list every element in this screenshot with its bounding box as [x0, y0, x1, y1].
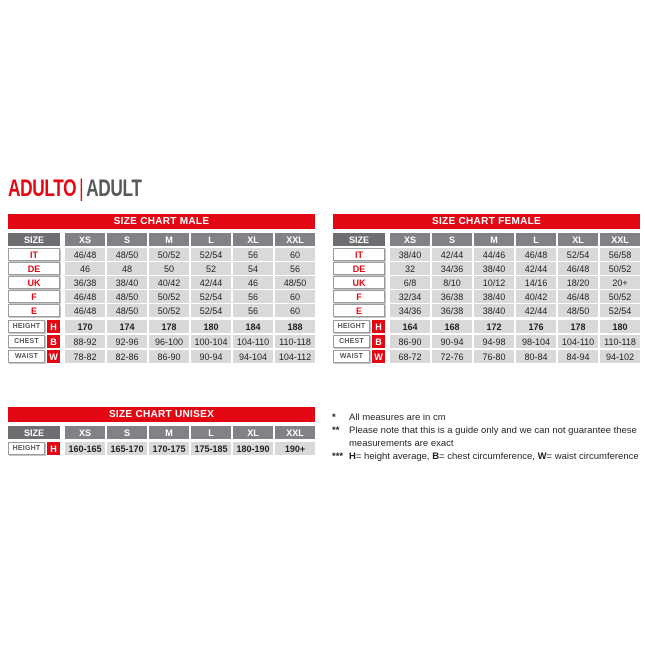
measurement-block	[8, 320, 315, 363]
measurement-value-cell: 90-94	[191, 350, 231, 363]
measurement-value-cell: 178	[558, 320, 598, 333]
measurement-value-cell: 92-96	[107, 335, 147, 348]
measure-label-area	[333, 335, 385, 348]
column-header-cell: M	[149, 426, 189, 439]
size-value-cell: 50/52	[149, 290, 189, 303]
column-header-cell: XS	[65, 233, 105, 246]
measurement-value-cell: 76-80	[474, 350, 514, 363]
size-value-cell: 32/34	[390, 290, 430, 303]
footnote-item	[332, 450, 644, 463]
row-label: F	[333, 290, 385, 303]
measurement-value-cell: 170-175	[149, 442, 189, 455]
size-row	[333, 290, 640, 303]
size-value-cell: 60	[275, 248, 315, 261]
measurement-value-cell: 176	[516, 320, 556, 333]
size-chart-unisex	[8, 407, 315, 457]
size-row	[8, 276, 315, 289]
size-value-cell: 52/54	[191, 304, 231, 317]
size-value-cell: 38/40	[474, 290, 514, 303]
measurement-value-cell: 94-102	[600, 350, 640, 363]
size-value-cell: 52/54	[191, 290, 231, 303]
measurement-value-cell: 180	[191, 320, 231, 333]
measurement-value-cell: 98-104	[516, 335, 556, 348]
measurement-value-cell: 175-185	[191, 442, 231, 455]
footnote-text	[349, 424, 644, 450]
size-value-cell: 34/36	[390, 304, 430, 317]
chart-title-banner: SIZE CHART UNISEX	[8, 407, 315, 422]
size-row	[8, 248, 315, 261]
measure-label-area	[8, 442, 60, 455]
size-value-cell: 46/48	[516, 248, 556, 261]
size-value-cell: 6/8	[390, 276, 430, 289]
row-label-area	[333, 262, 385, 275]
size-value-cell: 60	[275, 304, 315, 317]
measure-label-area	[333, 350, 385, 363]
chart-title-banner: SIZE CHART FEMALE	[333, 214, 640, 229]
row-label-area	[8, 262, 60, 275]
measurement-value-cell: 188	[275, 320, 315, 333]
footnote-text-segment: B	[432, 451, 440, 463]
column-header-cell: XS	[390, 233, 430, 246]
row-label: E	[8, 304, 60, 317]
chart-header-row	[333, 233, 640, 246]
size-row	[8, 304, 315, 317]
measurement-value-cell: 86-90	[149, 350, 189, 363]
size-row	[333, 304, 640, 317]
measurement-value-cell: 88-92	[65, 335, 105, 348]
size-value-cell: 54	[233, 262, 273, 275]
footnote-text-segment: = height average,	[355, 451, 433, 463]
measure-label-area	[8, 350, 60, 363]
measure-label-area	[333, 320, 385, 333]
footnote-text-segment: = waist circumference	[546, 451, 639, 463]
measurement-value-cell: 190+	[275, 442, 315, 455]
row-label-area	[8, 248, 60, 261]
row-label: DE	[8, 262, 60, 275]
measurement-value-cell: 94-98	[474, 335, 514, 348]
measurement-letter-badge: W	[47, 350, 60, 363]
size-value-cell: 36/38	[432, 304, 472, 317]
column-header-cell: S	[107, 426, 147, 439]
footnote-text	[349, 450, 644, 463]
footnote-item	[332, 411, 644, 424]
size-value-cell: 40/42	[149, 276, 189, 289]
row-label: F	[8, 290, 60, 303]
size-value-cell: 36/38	[65, 276, 105, 289]
measurement-letter-badge: H	[47, 320, 60, 333]
row-label: E	[333, 304, 385, 317]
measurement-letter-badge: W	[372, 350, 385, 363]
column-header-cell: XS	[65, 426, 105, 439]
measurement-value-cell: 80-84	[516, 350, 556, 363]
footnote-text	[349, 411, 644, 424]
measurement-row	[8, 320, 315, 333]
measurement-value-cell: 180	[600, 320, 640, 333]
column-header-cell: S	[432, 233, 472, 246]
measure-label-area	[8, 335, 60, 348]
size-value-cell: 46/48	[65, 248, 105, 261]
size-row	[8, 262, 315, 275]
measurement-label: HEIGHT	[8, 320, 45, 333]
size-label-area	[333, 233, 385, 246]
size-label-area	[8, 233, 60, 246]
measurement-value-cell: 72-76	[432, 350, 472, 363]
row-label-area	[333, 290, 385, 303]
size-value-cell: 56/58	[600, 248, 640, 261]
measurement-letter-badge: H	[47, 442, 60, 455]
size-value-cell: 60	[275, 290, 315, 303]
size-value-cell: 46	[65, 262, 105, 275]
column-header-cell: XXL	[275, 233, 315, 246]
measurement-value-cell: 86-90	[390, 335, 430, 348]
size-row	[333, 262, 640, 275]
size-value-cell: 42/44	[432, 248, 472, 261]
size-value-cell: 38/40	[107, 276, 147, 289]
column-header-cell: XXL	[600, 233, 640, 246]
size-value-cell: 46/48	[65, 304, 105, 317]
measurement-label: CHEST	[333, 335, 370, 348]
size-value-cell: 44/46	[474, 248, 514, 261]
size-value-cell: 20+	[600, 276, 640, 289]
measurement-value-cell: 104-110	[558, 335, 598, 348]
measurement-value-cell: 160-165	[65, 442, 105, 455]
size-value-cell: 42/44	[516, 262, 556, 275]
measurement-value-cell: 104-110	[233, 335, 273, 348]
column-header-cell: M	[149, 233, 189, 246]
measurement-value-cell: 178	[149, 320, 189, 333]
size-value-cell: 52/54	[191, 248, 231, 261]
column-header-cell: XL	[558, 233, 598, 246]
measurement-value-cell: 110-118	[600, 335, 640, 348]
size-value-cell: 48/50	[107, 248, 147, 261]
row-label-area	[333, 276, 385, 289]
measurement-value-cell: 78-82	[65, 350, 105, 363]
measurement-block	[333, 320, 640, 363]
footnote-symbol: ***	[332, 451, 344, 463]
row-label: IT	[8, 248, 60, 261]
size-value-cell: 50/52	[149, 248, 189, 261]
row-label-area	[8, 290, 60, 303]
measurement-label: HEIGHT	[333, 320, 370, 333]
row-label: DE	[333, 262, 385, 275]
column-header-cell: XL	[233, 233, 273, 246]
size-value-cell: 18/20	[558, 276, 598, 289]
size-value-cell: 10/12	[474, 276, 514, 289]
size-row	[333, 248, 640, 261]
size-row	[8, 290, 315, 303]
size-value-cell: 52/54	[600, 304, 640, 317]
size-value-cell: 42/44	[191, 276, 231, 289]
measurement-row	[8, 442, 315, 455]
measurement-value-cell: 94-104	[233, 350, 273, 363]
size-value-cell: 48/50	[107, 304, 147, 317]
size-value-cell: 52	[191, 262, 231, 275]
measurement-row	[333, 350, 640, 363]
column-header-cell: L	[191, 233, 231, 246]
row-label: UK	[333, 276, 385, 289]
size-value-cell: 46/48	[65, 290, 105, 303]
measurement-value-cell: 90-94	[432, 335, 472, 348]
size-chart-female	[333, 214, 640, 365]
footnote-symbol: **	[332, 425, 340, 437]
size-value-cell: 56	[275, 262, 315, 275]
measurement-value-cell: 100-104	[191, 335, 231, 348]
footnotes	[332, 411, 644, 463]
chart-header-row	[8, 426, 315, 439]
footnote-text-segment: H	[349, 451, 356, 463]
footnote-text-segment: Please note that this is a guide only and we can not guarantee these measurements are exact	[349, 425, 637, 450]
size-row	[333, 276, 640, 289]
measurement-label: CHEST	[8, 335, 45, 348]
measurement-value-cell: 180-190	[233, 442, 273, 455]
measurement-value-cell: 68-72	[390, 350, 430, 363]
size-label-area	[8, 426, 60, 439]
measurement-value-cell: 104-112	[275, 350, 315, 363]
size-value-cell: 48/50	[107, 290, 147, 303]
measure-label-area	[8, 320, 60, 333]
size-header-cell: SIZE	[8, 426, 60, 439]
column-header-cell: L	[516, 233, 556, 246]
size-value-cell: 56	[233, 248, 273, 261]
size-value-cell: 34/36	[432, 262, 472, 275]
measurement-value-cell: 168	[432, 320, 472, 333]
measurement-value-cell: 164	[390, 320, 430, 333]
measurement-value-cell: 172	[474, 320, 514, 333]
measurement-value-cell: 184	[233, 320, 273, 333]
size-chart-male	[8, 214, 315, 365]
measurement-value-cell: 170	[65, 320, 105, 333]
footnote-symbol: *	[332, 412, 336, 423]
row-label-area	[8, 276, 60, 289]
size-value-cell: 56	[233, 304, 273, 317]
measurement-value-cell: 82-86	[107, 350, 147, 363]
footnote-text-segment: W	[537, 451, 547, 463]
page-title-secondary: ADULT	[86, 175, 142, 202]
size-value-cell: 50/52	[149, 304, 189, 317]
size-value-cell: 46	[233, 276, 273, 289]
measurement-value-cell: 96-100	[149, 335, 189, 348]
row-label-area	[333, 248, 385, 261]
size-value-cell: 48/50	[275, 276, 315, 289]
chart-header-row	[8, 233, 315, 246]
row-label: UK	[8, 276, 60, 289]
size-value-cell: 52/54	[558, 248, 598, 261]
size-value-cell: 38/40	[474, 262, 514, 275]
measurement-row	[333, 320, 640, 333]
size-value-cell: 8/10	[432, 276, 472, 289]
row-label-area	[8, 304, 60, 317]
size-value-cell: 50/52	[600, 290, 640, 303]
measurement-value-cell: 84-94	[558, 350, 598, 363]
size-header-cell: SIZE	[333, 233, 385, 246]
measurement-value-cell: 174	[107, 320, 147, 333]
row-label-area	[333, 304, 385, 317]
measurement-letter-badge: H	[372, 320, 385, 333]
footnote-text-segment: All measures are in cm	[349, 412, 446, 423]
measurement-label: WAIST	[333, 350, 370, 363]
size-value-cell: 38/40	[390, 248, 430, 261]
footnote-item	[332, 424, 644, 450]
size-header-cell: SIZE	[8, 233, 60, 246]
size-value-cell: 50	[149, 262, 189, 275]
measurement-block	[8, 442, 315, 455]
size-value-cell: 42/44	[516, 304, 556, 317]
size-value-cell: 14/16	[516, 276, 556, 289]
measurement-row	[333, 335, 640, 348]
size-value-cell: 32	[390, 262, 430, 275]
measurement-row	[8, 335, 315, 348]
page-title-primary: ADULTO	[8, 175, 77, 202]
size-value-cell: 46/48	[558, 262, 598, 275]
measurement-label: HEIGHT	[8, 442, 45, 455]
footnote-text-segment: = chest circumference,	[439, 451, 538, 463]
measurement-label: WAIST	[8, 350, 45, 363]
chart-title-banner: SIZE CHART MALE	[8, 214, 315, 229]
page-title	[8, 175, 142, 203]
measurement-letter-badge: B	[47, 335, 60, 348]
size-value-cell: 48/50	[558, 304, 598, 317]
size-value-cell: 46/48	[558, 290, 598, 303]
measurement-value-cell: 165-170	[107, 442, 147, 455]
page-title-separator: |	[79, 175, 84, 202]
measurement-letter-badge: B	[372, 335, 385, 348]
column-header-cell: M	[474, 233, 514, 246]
column-header-cell: XL	[233, 426, 273, 439]
column-header-cell: XXL	[275, 426, 315, 439]
measurement-value-cell: 110-118	[275, 335, 315, 348]
size-value-cell: 40/42	[516, 290, 556, 303]
column-header-cell: L	[191, 426, 231, 439]
row-label: IT	[333, 248, 385, 261]
measurement-row	[8, 350, 315, 363]
size-value-cell: 50/52	[600, 262, 640, 275]
size-value-cell: 48	[107, 262, 147, 275]
size-value-cell: 36/38	[432, 290, 472, 303]
column-header-cell: S	[107, 233, 147, 246]
size-value-cell: 38/40	[474, 304, 514, 317]
size-value-cell: 56	[233, 290, 273, 303]
